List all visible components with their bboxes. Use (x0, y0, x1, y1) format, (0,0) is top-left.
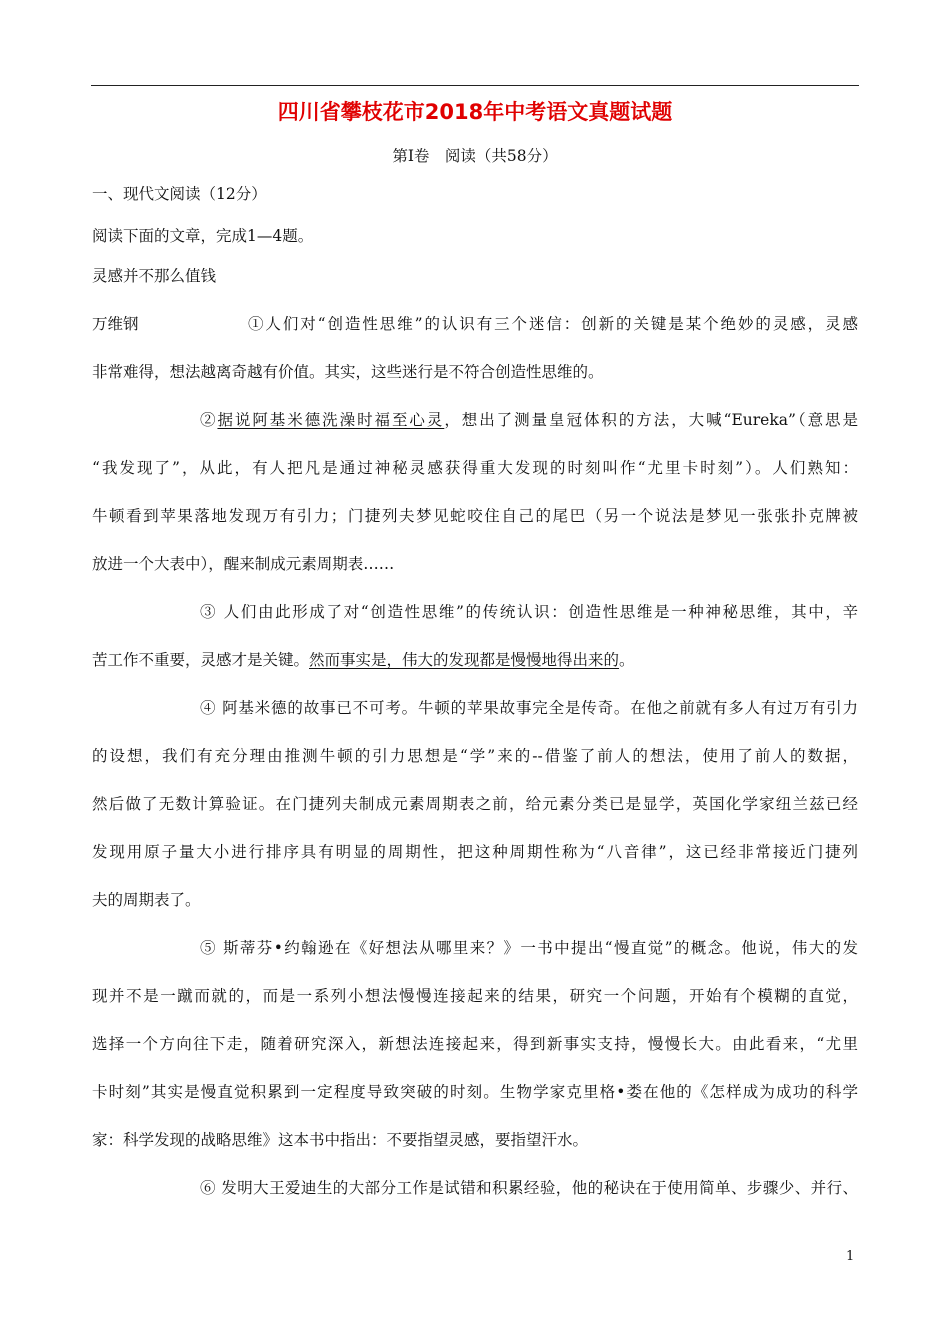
paragraph-5-line-1: ⑤ 斯蒂芬•约翰逊在《好想法从哪里来？》一书中提出“慢直觉”的概念。他说，伟大的发 (200, 939, 858, 957)
paragraph-1-line-2: 非常难得，想法越离奇越有价值。其实，这些迷行是不符合创造性思维的。 (92, 363, 604, 381)
paragraph-5-line-3: 选择一个方向往下走，随着研究深入，新想法连接起来，得到新事实支持，慢慢长大。由此看来，“尤里 (92, 1035, 858, 1053)
article-author: 万维钢 (92, 315, 139, 333)
paragraph-3-line-2 (92, 649, 635, 671)
part-label: 一、现代文阅读（12分） (92, 185, 267, 203)
paragraph-2-line-1-rest: ，想出了测量皇冠体积的方法，大喊“Eureka”（意思是 (444, 411, 858, 429)
paragraph-3-line-1: ③ 人们由此形成了对“创造性思维”的传统认识：创造性思维是一种神秘思维，其中，辛 (200, 603, 858, 621)
paragraph-2-line-1 (200, 409, 858, 431)
section-heading: 第Ⅰ卷 阅读（共58分） (392, 147, 558, 165)
paragraph-5-line-4: 卡时刻”其实是慢直觉积累到一定程度导致突破的时刻。生物学家克里格•娄在他的《怎样成为成功的科学 (92, 1083, 858, 1101)
underlined-sentence-discovery: 然而事实是，伟大的发现都是慢慢地得出来的 (309, 651, 620, 669)
paragraph-4-line-1: ④ 阿基米德的故事已不可考。牛顿的苹果故事完全是传奇。在他之前就有多人有过万有引力 (200, 699, 858, 717)
paragraph-2-line-4: 放进一个大表中），醒来制成元素周期表…… (92, 555, 395, 573)
underlined-phrase-archimedes: 据说阿基米德洗澡时福至心灵 (217, 411, 445, 429)
paragraph-5-line-5: 家：科学发现的战略思维》这本书中指出：不要指望灵感，要指望汗水。 (92, 1131, 589, 1149)
page-number: 1 (846, 1249, 855, 1264)
paragraph-4-line-2: 的设想，我们有充分理由推测牛顿的引力思想是“学”来的--借鉴了前人的想法，使用了前人的数据， (92, 747, 858, 765)
paragraph-2-number: ② (200, 411, 218, 429)
paragraph-1-line-1: ①人们对“创造性思维”的认识有三个迷信：创新的关键是某个绝妙的灵感，灵感 (248, 315, 858, 333)
paragraph-4-line-3: 然后做了无数计算验证。在门捷列夫制成元素周期表之前，给元素分类已是显学，英国化学家纽兰兹已经 (92, 795, 858, 813)
document-title: 四川省攀枝花市2018年中考语文真题试题 (277, 100, 673, 124)
article-title: 灵感并不那么值钱 (92, 267, 217, 285)
paragraph-4-line-5: 夫的周期表了。 (92, 891, 201, 909)
paragraph-2-line-3: 牛顿看到苹果落地发现万有引力；门捷列夫梦见蛇咬住自己的尾巴（另一个说法是梦见一张张扑克牌被 (92, 507, 858, 525)
paragraph-2-line-2: “我发现了”，从此，有人把凡是通过神秘灵感获得重大发现的时刻叫作“尤里卡时刻”）。人们熟知： (92, 459, 858, 477)
paragraph-3-line-2-end: 。 (619, 651, 635, 669)
paragraph-6-line-1: ⑥ 发明大王爱迪生的大部分工作是试错和积累经验，他的秘诀在于使用简单、步骤少、并行、 (200, 1179, 858, 1197)
paragraph-4-line-4: 发现用原子量大小进行排序具有明显的周期性，把这种周期性称为“八音律”，这已经非常接近门捷列 (92, 843, 858, 861)
header-rule (91, 85, 859, 86)
paragraph-5-line-2: 现并不是一蹴而就的，而是一系列小想法慢慢连接起来的结果，研究一个问题，开始有个模糊的直觉， (92, 987, 858, 1005)
reading-instruction: 阅读下面的文章，完成1—4题。 (92, 227, 314, 245)
paragraph-3-line-2-start: 苦工作不重要，灵感才是关键。 (92, 651, 310, 669)
